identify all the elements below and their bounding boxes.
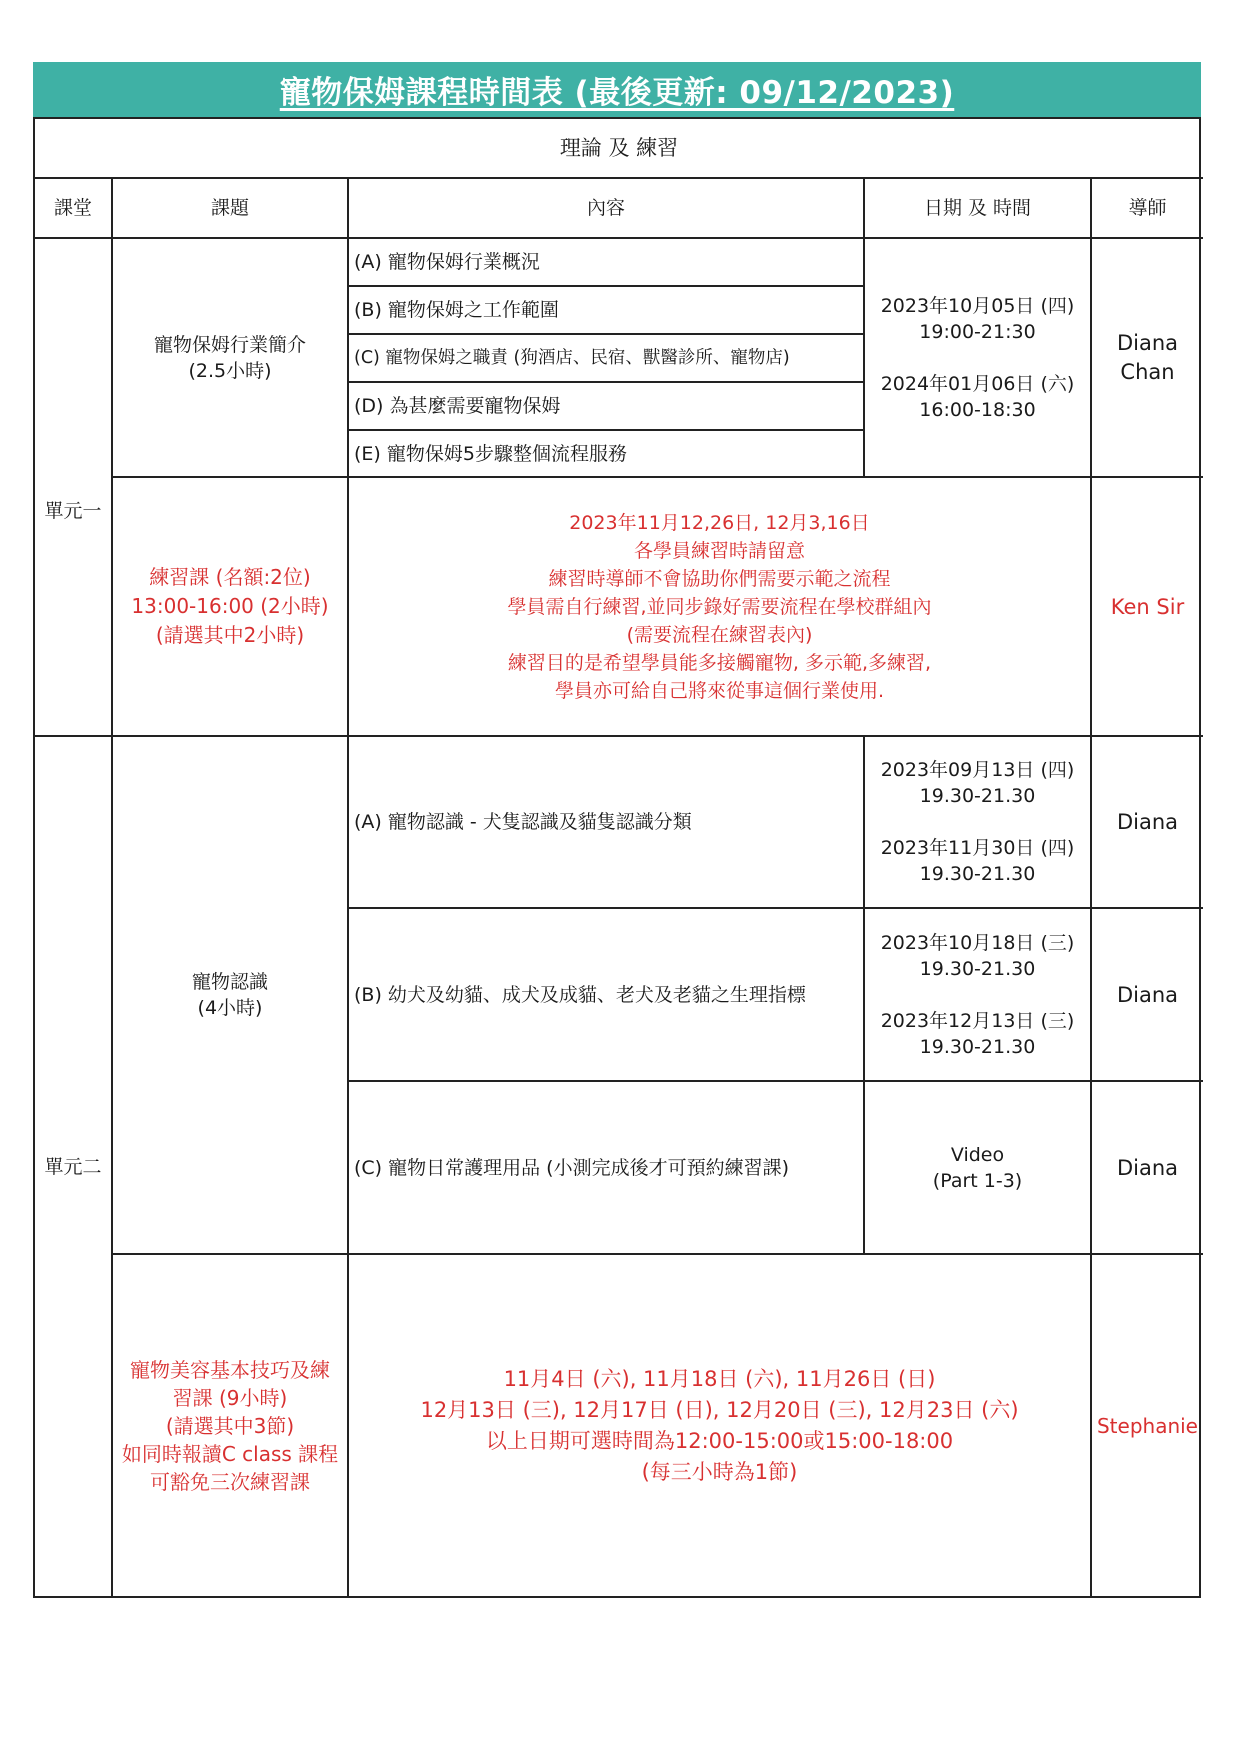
row-teacher: Diana: [1092, 1082, 1203, 1255]
time-line: 19:00-21:30: [919, 320, 1036, 343]
practice-topic-line: 寵物美容基本技巧及練: [129, 1357, 330, 1382]
practice-detail-line: 12月13日 (三), 12月17日 (日), 12月20日 (三), 12月23日 (六): [420, 1397, 1019, 1422]
content-item: (B) 幼犬及幼貓、成犬及成貓、老犬及老貓之生理指標: [349, 909, 865, 1082]
unit-two-practice-topic: [113, 1255, 349, 1596]
video-parts: (Part 1-3): [932, 1169, 1023, 1192]
practice-detail-line: 2023年11月12,26日, 12月3,16日: [569, 511, 870, 534]
practice-detail-line: 學員亦可給自己將來從事這個行業使用.: [554, 679, 885, 702]
unit-two-practice-details: [349, 1255, 1092, 1596]
video-label: Video: [950, 1143, 1005, 1166]
date-line: 2023年11月30日 (四): [880, 837, 1075, 859]
time-line: 19.30-21.30: [919, 1035, 1036, 1058]
practice-detail-line: 11月4日 (六), 11月18日 (六), 11月26日 (日): [503, 1366, 936, 1391]
section-header: 理論 及 練習: [35, 119, 1203, 179]
column-header-class: 課堂: [35, 179, 113, 239]
practice-detail-line: 練習目的是希望學員能多接觸寵物, 多示範,多練習,: [507, 651, 932, 674]
unit-one-label: 單元一: [35, 239, 113, 737]
column-header-topic: 課題: [113, 179, 349, 239]
time-line: 19.30-21.30: [919, 957, 1036, 980]
content-item: (C) 寵物保姆之職責 (狗酒店、民宿、獸醫診所、寵物店): [349, 335, 865, 383]
date-line: 2023年12月13日 (三): [880, 1009, 1075, 1032]
unit-one-practice-details: [349, 478, 1092, 737]
unit-one-dates: [865, 239, 1092, 478]
unit-two-topic-duration: (4小時): [197, 997, 263, 1019]
unit-one-practice-topic: [113, 478, 349, 737]
time-line: 16:00-18:30: [919, 398, 1036, 421]
practice-detail-line: 學員需自行練習,並同步錄好需要流程在學校群組內: [507, 595, 932, 618]
practice-detail-line: (每三小時為1節): [641, 1459, 798, 1484]
date-line: 2023年10月05日 (四): [880, 294, 1075, 317]
content-item: (D) 為甚麼需要寵物保姆: [349, 383, 865, 431]
practice-detail-line: 各學員練習時請留意: [633, 539, 805, 562]
date-line: 2023年10月18日 (三): [880, 931, 1075, 954]
time-line: 19.30-21.30: [919, 785, 1036, 807]
content-item: (C) 寵物日常護理用品 (小測完成後才可預約練習課): [349, 1082, 865, 1255]
practice-detail-line: 以上日期可選時間為12:00-15:00或15:00-18:00: [485, 1428, 954, 1453]
schedule-table: [33, 117, 1201, 1598]
column-header-content: 內容: [349, 179, 865, 239]
unit-one-teacher: [1092, 239, 1203, 478]
row-teacher: Diana: [1092, 909, 1203, 1082]
practice-topic-line: 習課 (9小時): [172, 1385, 288, 1410]
content-item: (A) 寵物保姆行業概況: [349, 239, 865, 287]
row-teacher: Diana: [1092, 737, 1203, 909]
unit-two-practice-teacher: Stephanie: [1096, 1413, 1198, 1438]
column-header-datetime: 日期 及 時間: [865, 179, 1092, 239]
time-line: 19.30-21.30: [919, 863, 1036, 885]
unit-one-practice-teacher: Ken Sir: [1092, 478, 1203, 737]
unit-one-topic: [113, 239, 349, 478]
practice-topic-line: (請選其中2小時): [155, 623, 305, 647]
column-header-teacher: 導師: [1092, 179, 1203, 239]
row-dates: [865, 737, 1092, 909]
date-line: 2023年09月13日 (四): [880, 759, 1075, 781]
unit-one-topic-name: 寵物保姆行業簡介: [153, 333, 306, 356]
practice-topic-line: 可豁免三次練習課: [149, 1469, 310, 1494]
content-item: (B) 寵物保姆之工作範圍: [349, 287, 865, 335]
unit-one-topic-duration: (2.5小時): [188, 359, 272, 382]
content-item: (E) 寵物保姆5步驟整個流程服務: [349, 431, 865, 478]
row-dates: [865, 1082, 1092, 1255]
unit-two-label: 單元二: [35, 737, 113, 1596]
teacher-first-name: Diana: [1116, 330, 1179, 355]
practice-topic-line: (請選其中3節): [165, 1413, 295, 1438]
date-line: 2024年01月06日 (六): [880, 372, 1075, 395]
practice-topic-line: 練習課 (名額:2位): [149, 565, 311, 589]
unit-two-topic-name: 寵物認識: [191, 971, 268, 993]
content-item: (A) 寵物認識 - 犬隻認識及貓隻認識分類: [349, 737, 865, 909]
practice-detail-line: 練習時導師不會協助你們需要示範之流程: [548, 567, 891, 590]
unit-two-topic: [113, 737, 349, 1255]
practice-detail-line: (需要流程在練習表內): [626, 623, 813, 646]
title-banner: [33, 62, 1201, 117]
practice-topic-line: 如同時報讀C class 課程: [121, 1441, 339, 1466]
practice-topic-line: 13:00-16:00 (2小時): [131, 594, 329, 618]
row-dates: [865, 909, 1092, 1082]
teacher-last-name: Chan: [1120, 359, 1175, 384]
page-title: 寵物保姆課程時間表 (最後更新: 09/12/2023): [279, 75, 955, 111]
